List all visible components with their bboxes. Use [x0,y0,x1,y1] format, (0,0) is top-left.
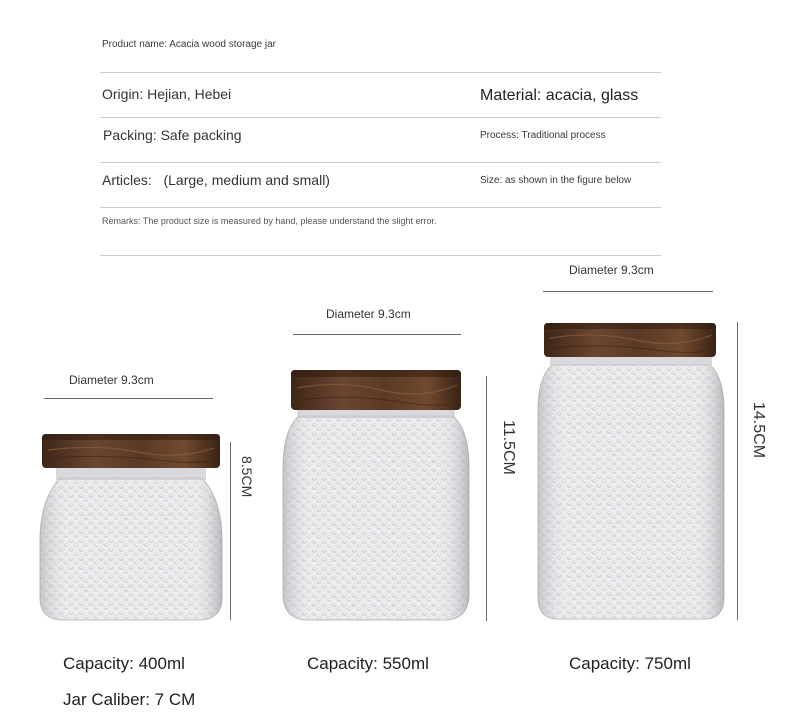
large-jar-capacity: Capacity: 750ml [569,654,691,673]
table-divider [100,72,661,73]
small-jar-height-line [230,442,231,620]
table-divider [100,117,661,118]
small-jar-diameter-line [44,398,213,399]
jar-caliber: Jar Caliber: 7 CM [63,690,196,709]
large-jar-image [536,321,726,623]
articles-text: Articles: (Large, medium and small) [102,172,330,188]
process-text: Process: Traditional process [480,130,606,141]
table-divider [100,207,661,208]
small-jar-height-label: 8.5CM [239,456,255,498]
material-text: Material: acacia, glass [480,87,639,104]
product-name: Product name: Acacia wood storage jar [102,39,276,50]
large-jar-height-label: 14.5CM [750,402,767,459]
remarks-text: Remarks: The product size is measured by hand, please understand the slight error. [102,216,437,226]
packing-text: Packing: Safe packing [103,127,242,143]
medium-jar-height-line [486,376,487,621]
small-jar-capacity: Capacity: 400ml [63,654,185,673]
table-divider [100,255,661,256]
medium-jar-height-label: 11.5CM [500,420,517,475]
medium-jar-diameter-line [293,334,461,335]
medium-jar-capacity: Capacity: 550ml [307,654,429,673]
table-divider [100,162,661,163]
medium-jar-diameter-label: Diameter 9.3cm [326,307,411,321]
medium-jar-image [281,368,471,624]
size-text: Size: as shown in the figure below [480,175,632,186]
large-jar-diameter-label: Diameter 9.3cm [569,263,654,277]
large-jar-height-line [737,322,738,620]
large-jar-diameter-line [543,291,713,292]
small-jar-diameter-label: Diameter 9.3cm [69,373,154,387]
small-jar-image [38,430,224,626]
origin-text: Origin: Hejian, Hebei [102,86,232,102]
